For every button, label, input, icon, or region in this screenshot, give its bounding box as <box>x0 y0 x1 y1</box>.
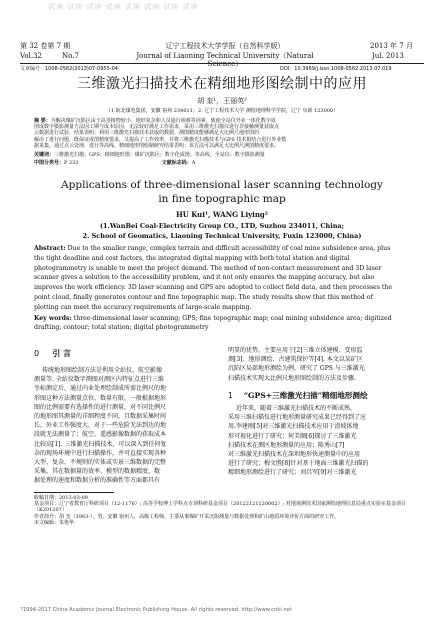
body-line: 沉陷区局部地形测绘为例，研究了 GPS 与三维激光 <box>228 365 365 373</box>
footnote-fund: 基金项目：辽宁省教育厅科研项目（12-1176）; 高等学校博士学科点专项科研基金项目（20122121120002）; 对地观测技术国家测绘地理信息局重点实验室基金项目（K201207） <box>34 501 406 514</box>
doc-code-value: A <box>191 160 196 166</box>
body-line: 对三维激光扫描技术在深圳地形快速测量中的应用 <box>228 451 361 459</box>
abstract-cn-line: 据采集，通过点云处理，进行等高线、精细地形图绘制研究结果表明：该方法可以满足大比例尺测图精度要求。 <box>34 142 280 149</box>
watermark: 试读 试读 试读 试读 试读 试读 试读 试读 <box>48 3 199 11</box>
body-line: 的地形图其测量的详细程度不同，且数据采集时间 <box>34 413 167 421</box>
abstract-cn-line: 图成数字摄影测量方法因工期与成本原因，无法较好满足工作需求，采用三维激光扫描仪进行非接触测量获取点 <box>34 124 280 131</box>
body-line: 明显的优势，主要应用于[2]三维立体建模、变形监 <box>228 347 363 354</box>
doi: DOI：10.3969/j.issn.1008-0562.2013.07.019 <box>280 66 392 72</box>
clc-value: P 232 <box>64 160 79 166</box>
abstract-cn <box>34 118 410 149</box>
copyright: ?1994-2017 China Academic Journal Electronic Publishing House. All rights reserved. http://www.cnki.net <box>20 607 292 613</box>
authors-cn: 胡 奎¹，王丽英² <box>197 97 247 105</box>
footnote-received: 收稿日期：2013-03-09 <box>34 495 88 501</box>
affiliation-en-line: 2. School of Geomatics, Liaoning Technical University, Fuxin 123000, China) <box>82 232 362 240</box>
body-line: 扫描技术实现大比例尺地形图绘制的方法及步骤. <box>228 374 356 382</box>
title-en-line: in fine topographic map <box>158 193 286 205</box>
footnote-bio: 作者简介：胡 奎（1963-），男，安徽 宿州人，高级工程师，主要从事煤矿开采沉陷测量与数据处理和矿山地质环境评价方面的研究工作。 <box>34 513 340 520</box>
section-1-title: “GPS+三维激光扫描”精细地形测绘 <box>243 391 368 400</box>
footnote <box>34 495 414 526</box>
body-line: 杂的现场环境中进行扫描操作，并可直接实现各种 <box>34 449 167 457</box>
body-line: 图的比例需要有选择性的进行测量，对不同比例尺 <box>34 403 167 411</box>
keywords-cn <box>34 152 410 158</box>
abstract-en-label: Abstract: <box>34 245 66 252</box>
abstract-en-line: improves the work efficiency. 3D laser scanning and GPS are adopted to collect field data, and then processes the <box>34 284 392 292</box>
header-number-en: No.7 <box>62 52 79 60</box>
abstract-en <box>34 244 412 333</box>
body-line: 用.李建刚[5]对三维激光扫描技术应用于滑坡体地 <box>228 423 359 431</box>
doc-code-label: 文献标志码： <box>161 160 192 166</box>
title-en-line: Applications of three-dimensional laser scanning technology <box>61 179 383 191</box>
title-en <box>20 178 424 206</box>
abstract-cn-line: 解决了进行问题，既保证成图精度要求，又提高了工作效率，并将三维激光扫描技术与GPS 技术相结合进行外业数 <box>34 136 287 143</box>
body-line: 长，外业工作强度大，对于一些危险无法到达的地 <box>34 422 167 430</box>
section-1-number: 1 <box>228 391 233 400</box>
body-line: 测量等. 全站仪数字测图对测区内特征点进行三维 <box>34 376 164 384</box>
abstract-en-line: scanner gives a solution to the accessibility problem, and it not only ensures the mapping accuracy, but also <box>34 274 375 282</box>
abstract-cn-line: 云数据进行试验，结果表明：利用三维激光扫描技术获取的数据，测图精度能够满足大比例尺地形图的 <box>34 130 260 137</box>
body-line: 形图这种方法测量点位，数量有限，一般根据地形 <box>34 394 167 402</box>
section-0-title: 引 言 <box>52 348 71 358</box>
section-0-number: 0 <box>34 349 40 358</box>
header-date-cn: 2013 年 7 月 <box>370 42 413 50</box>
section-0-heading <box>34 348 71 359</box>
clc-label: 中图分类号： <box>34 160 65 166</box>
abstract-en-line: point cloud, finally generates contour and fine topographic map. The study results show that this method of <box>34 293 373 301</box>
right-column-intro <box>228 346 414 383</box>
keywords-en-line: three-dimensional laser scanning; GPS; fine topographic map; coal mining subsidence area; digitized <box>73 314 392 322</box>
header-rule <box>20 63 424 64</box>
classification-cn <box>34 160 410 166</box>
abstract-en-line: photogrammetry is unable to meet the project demand. The method of non-contact measurement and 3D laser <box>34 264 382 272</box>
section-1-heading <box>228 390 368 401</box>
body-line: 据处理的速度和数据分析的准确性等方面都具有 <box>34 477 161 485</box>
abstract-en-line: the tight deadline and cost factors, the integrated digital mapping with both total station and digital <box>34 254 350 262</box>
body-line: 采用三维扫描仪进行地形测量研究成果已经得到了应 <box>228 414 367 422</box>
body-line: 精细地形测绘进行了研究；刘昌军[9]对三维激光 <box>228 469 357 477</box>
abstract-en-line: plotting can meet the accuracy requirements of large-scale mapping. <box>34 303 252 311</box>
affiliation-en-line: (1.WanBei Coal-Electricity Group CO., LTD, Suzhou 234011, China; <box>99 222 345 230</box>
body-line: 近年来，随着三维激光扫描技术的不断成熟， <box>236 405 357 412</box>
article-number: 文章编号：1008-0562(2013)07-0955-04 <box>20 66 118 72</box>
body-line: 进行了研究；梅文胜[8]针对基于地面三维激光扫描的 <box>228 460 369 468</box>
left-column-text <box>34 366 214 486</box>
authors-en: HU Kui¹, WANG Liying² <box>176 210 268 219</box>
header-date-en: Jul. 2013 <box>372 52 404 60</box>
body-line: 测[3]、地形测绘、古建筑保护等[4]. 本文以某矿区 <box>228 356 363 364</box>
footnote-rule <box>34 492 114 493</box>
keywords-en-line: drafting; contour; total station; digital photogrammetry <box>34 324 209 332</box>
body-line: 采集，其在数据量的效率、模型的数据精度、数 <box>34 468 161 476</box>
body-line: 大型、复杂、不规则的实体或实景三维数据的完整 <box>34 459 167 467</box>
header-journal-en: Journal of Liaoning Technical University（Natural Science） <box>136 52 314 69</box>
abstract-cn-label: 摘 要： <box>34 118 51 124</box>
header-volume-en: Vol.32 <box>20 52 42 60</box>
keywords-cn-text: 三维激光扫描；GPS；精细地形图；煤矿沉陷区；数字化成图；等高线；全站仪；数字摄影测量 <box>54 152 265 158</box>
abstract-cn-line: 为解决煤矿沉陷区由于高茎植物较小、地形复杂和人员通行困难等因素，致使全站仪外业一体化数字成 <box>50 118 276 124</box>
title-cn: 三维激光扫描技术在精细地形图绘制中的应用 <box>77 76 367 92</box>
header-volume-cn: 第 32 卷第 7 期 <box>20 42 71 50</box>
body-line: 扫描技术在测区地形测量的应用；陈秀山[7] <box>228 441 345 449</box>
affiliation-cn: （1.皖北煤电集团，安徽 宿州 234011；2. 辽宁工程技术大学 测绘地理科学学院，辽宁 阜新 123000） <box>105 108 339 114</box>
footnote-editor: 本文编辑：朱艳华 <box>34 519 75 526</box>
affiliation-en <box>20 221 424 241</box>
keywords-cn-label: 关键词： <box>34 152 55 158</box>
body-line: 传统地形图绘制方法是利用全站仪、航空影像 <box>42 367 163 374</box>
body-line: 坐标测定后，通过内业处理绘制成所需比例尺的地 <box>34 385 167 393</box>
abstract-en-line: Due to the smaller range, complex terrain and difficult accessibility of coal mine subsidence area, plus <box>67 245 391 252</box>
header-journal-cn: 辽宁工程技术大学学报（自然科学版） <box>165 42 285 50</box>
body-line: 段就无法测量了；航空、遥感影像数据的获取成本 <box>34 431 167 439</box>
body-line: 比较高[1]. 三维激光扫描技术，可以深入到任何复 <box>34 440 167 448</box>
right-column-body <box>228 404 414 478</box>
body-line: 形可视化进行了研究；何美顺[6]探讨了三维激光 <box>228 432 357 440</box>
keywords-en-label: Key words: <box>34 314 72 322</box>
